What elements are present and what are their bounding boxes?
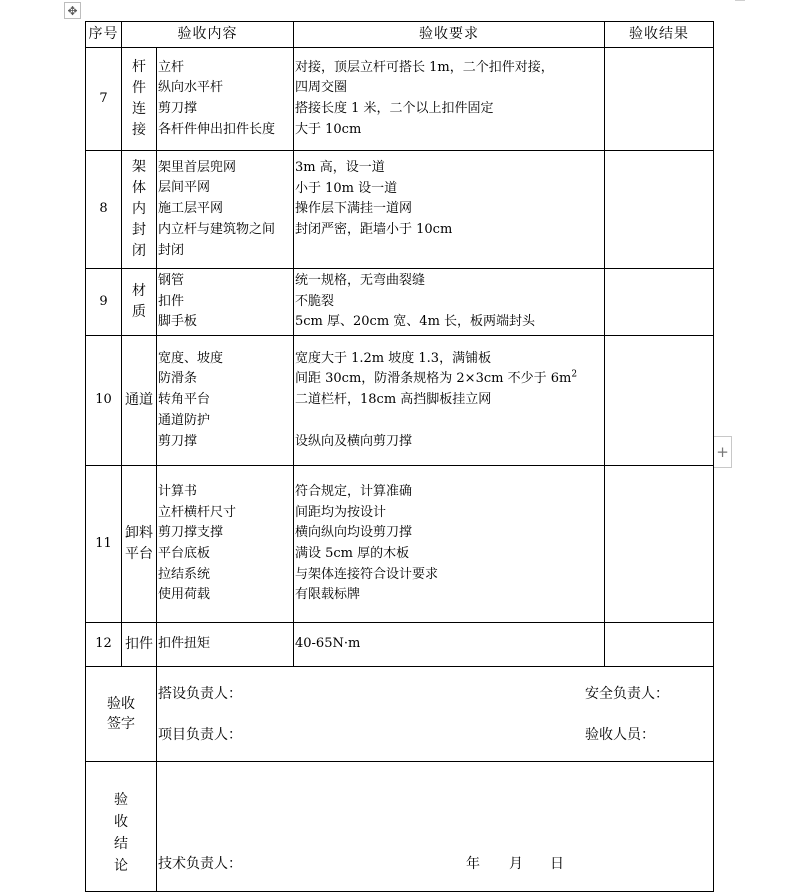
row-category: 通道 (122, 336, 157, 466)
month-label: 月 (509, 856, 523, 872)
row-requirements: 符合规定，计算准确 间距均为按设计 横向纵向均设剪刀撑 满设 5cm 厚的木板 与架体连接符合设计要求 有限载标牌 (294, 466, 605, 623)
table-row (86, 466, 714, 623)
conclusion-cell[interactable] (157, 762, 714, 892)
row-category: 卸料平台 (122, 466, 157, 623)
table-row (86, 269, 714, 336)
row-number: 12 (86, 623, 122, 667)
header-result: 验收结果 (605, 22, 714, 48)
row-result-cell[interactable] (605, 48, 714, 151)
row-category: 扣件 (122, 623, 157, 667)
header-content: 验收内容 (122, 22, 294, 48)
row-items: 扣件扭矩 (157, 623, 294, 667)
signature-row (86, 667, 714, 762)
row-requirements: 统一规格，无弯曲裂缝 不脆裂 5cm 厚、20cm 宽、4m 长，板两端封头 (294, 269, 605, 336)
row-number: 10 (86, 336, 122, 466)
conclusion-label: 验收结论 (86, 762, 157, 892)
row-category: 杆件连接 (122, 48, 157, 151)
builder-label: 搭设负责人： (158, 686, 242, 702)
row-requirements: 宽度大于 1.2m 坡度 1.3，满铺板 间距 30cm，防滑条规格为 2×3cm 不少于 $6m^2$ 二道栏杆，18cm 高挡脚板挂立网 设纵向及横向剪刀撑 (294, 336, 605, 466)
row-requirements: 40-65N·m (294, 623, 605, 667)
signature-cell[interactable] (157, 667, 714, 762)
row-result-cell[interactable] (605, 151, 714, 269)
row-items: 计算书 立杆横杆尺寸 剪刀撑支撑 平台底板 拉结系统 使用荷载 (157, 466, 294, 623)
row-result-cell[interactable] (605, 336, 714, 466)
row-number: 7 (86, 48, 122, 151)
table-move-handle-icon[interactable]: ✥ (64, 2, 81, 19)
signature-label: 验收签字 (86, 667, 157, 762)
add-column-plus-icon[interactable]: + (713, 436, 732, 468)
page-corner-mark (735, 0, 745, 1)
row-requirements: 3m 高，设一道 小于 10m 设一道 操作层下满挂一道网 封闭严密，距墙小于 10cm (294, 151, 605, 269)
table-row (86, 151, 714, 269)
row-items: 宽度、坡度 防滑条 转角平台 通道防护 剪刀撑 (157, 336, 294, 466)
safety-label: 安全负责人： (585, 686, 669, 702)
year-label: 年 (466, 856, 480, 872)
table-row (86, 623, 714, 667)
header-requirement: 验收要求 (294, 22, 605, 48)
inspector-label: 验收人员： (585, 727, 655, 743)
header-seq: 序号 (86, 22, 122, 48)
row-number: 11 (86, 466, 122, 623)
row-category: 材质 (122, 269, 157, 336)
row-number: 9 (86, 269, 122, 336)
table-header-row (86, 22, 714, 48)
row-requirements: 对接，顶层立杆可搭长 1m，二个扣件对接， 四周交圈 搭接长度 1 米，二个以上扣件固定 大于 10cm (294, 48, 605, 151)
row-items: 立杆 纵向水平杆 剪刀撑 各杆件伸出扣件长度 (157, 48, 294, 151)
row-result-cell[interactable] (605, 466, 714, 623)
project-label: 项目负责人： (158, 727, 242, 743)
conclusion-row (86, 762, 714, 892)
tech-lead-label: 技术负责人： (158, 856, 242, 872)
inspection-table (85, 21, 714, 892)
row-items: 架里首层兜网 层间平网 施工层平网 内立杆与建筑物之间 封闭 (157, 151, 294, 269)
row-category: 架体内封闭 (122, 151, 157, 269)
table-row (86, 48, 714, 151)
row-items: 钢管 扣件 脚手板 (157, 269, 294, 336)
row-result-cell[interactable] (605, 623, 714, 667)
day-label: 日 (550, 856, 564, 872)
row-number: 8 (86, 151, 122, 269)
table-row (86, 336, 714, 466)
row-result-cell[interactable] (605, 269, 714, 336)
